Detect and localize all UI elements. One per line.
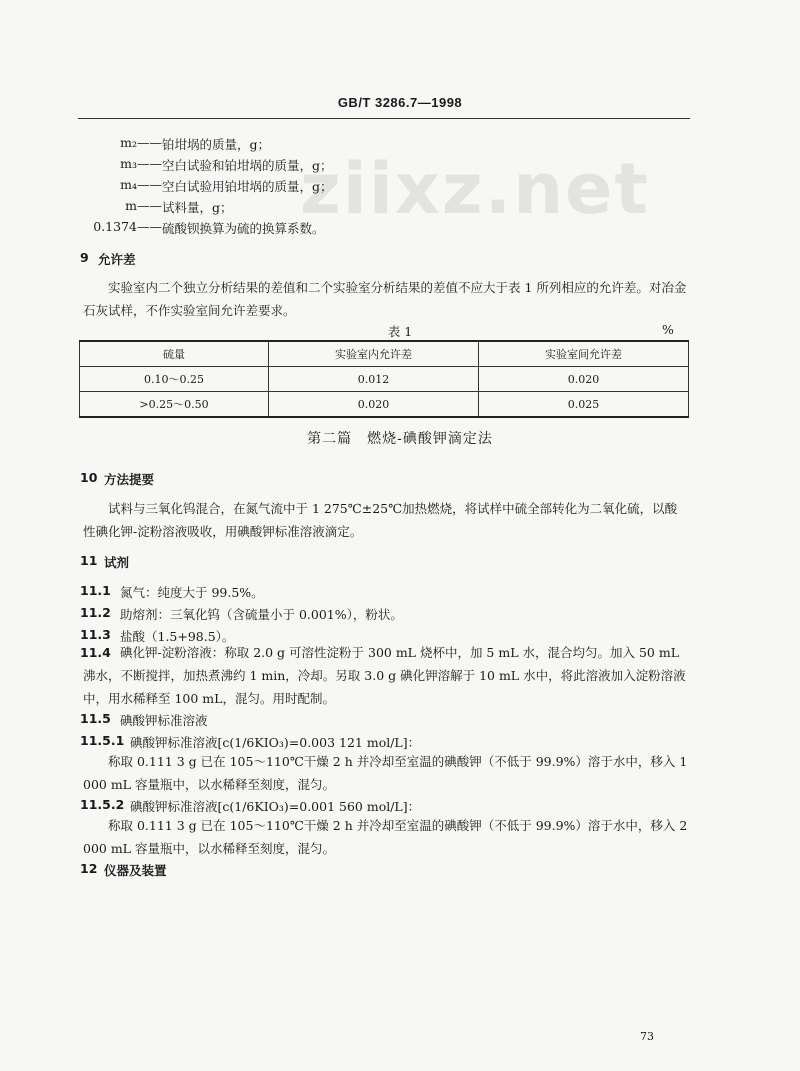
section-number: 9 <box>80 250 89 265</box>
table-row <box>80 367 689 392</box>
var-symbol: m₃—— <box>120 156 162 171</box>
table-row <box>80 392 689 418</box>
section-number: 11 <box>80 553 98 568</box>
section-paragraph: 试料与三氧化钨混合，在氮气流中于 1 275℃±25℃加热燃烧，将试样中硫全部转化为二氧化硫，以酸性碘化钾-淀粉溶液吸收，用碘酸钾标准溶液滴定。 <box>83 501 678 539</box>
allowance-table <box>79 340 689 418</box>
item-number: 11.3 <box>80 627 111 642</box>
section-title: 方法提要 <box>104 472 155 487</box>
var-description: 试料量，g； <box>162 200 233 215</box>
table-unit: % <box>662 322 674 337</box>
item-paragraph: 称取 0.111 3 g 已在 105～110℃干燥 2 h 并冷却至室温的碘酸钾（不低于 99.9%）溶于水中，移入 2 000 mL 容量瓶中，以水稀释至刻度，混匀。 <box>83 818 688 856</box>
var-symbol: m₄—— <box>120 177 162 192</box>
table-cell: >0.25～0.50 <box>80 392 269 418</box>
table-header-row <box>80 341 689 367</box>
header-rule <box>78 118 690 119</box>
section-number: 10 <box>80 470 98 485</box>
part-title: 第二篇 燃烧-碘酸钾滴定法 <box>307 431 493 447</box>
var-symbol: m—— <box>125 198 162 213</box>
section-number: 12 <box>80 861 98 876</box>
item-paragraph: 称取 0.111 3 g 已在 105～110℃干燥 2 h 并冷却至室温的碘酸钾（不低于 99.9%）溶于水中，移入 1 000 mL 容量瓶中，以水稀释至刻度，混匀。 <box>83 754 688 792</box>
item-number: 11.2 <box>80 605 111 620</box>
table-cell: 0.012 <box>269 367 479 392</box>
item-text: 盐酸（1.5+98.5）。 <box>120 629 235 644</box>
section-title: 仪器及装置 <box>104 863 167 878</box>
item-paragraph: 碘化钾-淀粉溶液：称取 2.0 g 可溶性淀粉于 300 mL 烧杯中，加 5 mL 水，混合均匀。加入 50 mL 沸水，不断搅拌，加热煮沸约 1 min，冷却。另取 3.0 g 碘化钾溶解于 10 mL 水中，将此溶液加入淀粉溶液中，用水稀释至 100 mL，混匀。用时配制。 <box>83 645 686 706</box>
item-number: 11.1 <box>80 583 111 598</box>
table-header-cell: 硫量 <box>80 341 269 367</box>
section-title: 允许差 <box>98 252 136 267</box>
var-description: 硫酸钡换算为硫的换算系数。 <box>162 221 325 236</box>
section-title: 试剂 <box>104 555 130 570</box>
var-description: 空白试验用铂坩埚的质量，g； <box>162 179 333 194</box>
item-number: 11.4 <box>80 645 111 660</box>
table-cell: 0.020 <box>478 367 688 392</box>
var-description: 铂坩埚的质量，g； <box>162 137 271 152</box>
item-number: 11.5.2 <box>80 797 125 812</box>
item-number: 11.5.1 <box>80 733 125 748</box>
table-caption: 表 1 <box>387 324 413 339</box>
table-header-cell: 实验室间允许差 <box>478 341 688 367</box>
item-text: 助熔剂：三氧化钨（含硫量小于 0.001%），粉状。 <box>120 607 403 622</box>
table-cell: 0.025 <box>478 392 688 418</box>
var-description: 空白试验和铂坩埚的质量，g； <box>162 158 333 173</box>
table-header-cell: 实验室内允许差 <box>269 341 479 367</box>
var-symbol: 0.1374—— <box>93 219 162 234</box>
item-text: 碘酸钾标准溶液[c(1/6KIO₃)=0.001 560 mol/L]： <box>130 799 421 814</box>
table-cell: 0.10～0.25 <box>80 367 269 392</box>
item-text: 碘酸钾标准溶液[c(1/6KIO₃)=0.003 121 mol/L]： <box>130 735 421 750</box>
var-symbol: m₂—— <box>120 135 162 150</box>
section-paragraph: 实验室内二个独立分析结果的差值和二个实验室分析结果的差值不应大于表 1 所列相应的允许差。对冶金石灰试样，不作实验室间允许差要求。 <box>83 280 687 318</box>
item-text: 碘酸钾标准溶液 <box>120 713 208 728</box>
item-number: 11.5 <box>80 711 111 726</box>
watermark: ziixz.net <box>300 148 650 230</box>
page-number: 73 <box>640 1030 654 1043</box>
item-text: 氮气：纯度大于 99.5%。 <box>120 585 264 600</box>
table-cell: 0.020 <box>269 392 479 418</box>
page-header: GB/T 3286.7—1998 <box>337 95 463 110</box>
